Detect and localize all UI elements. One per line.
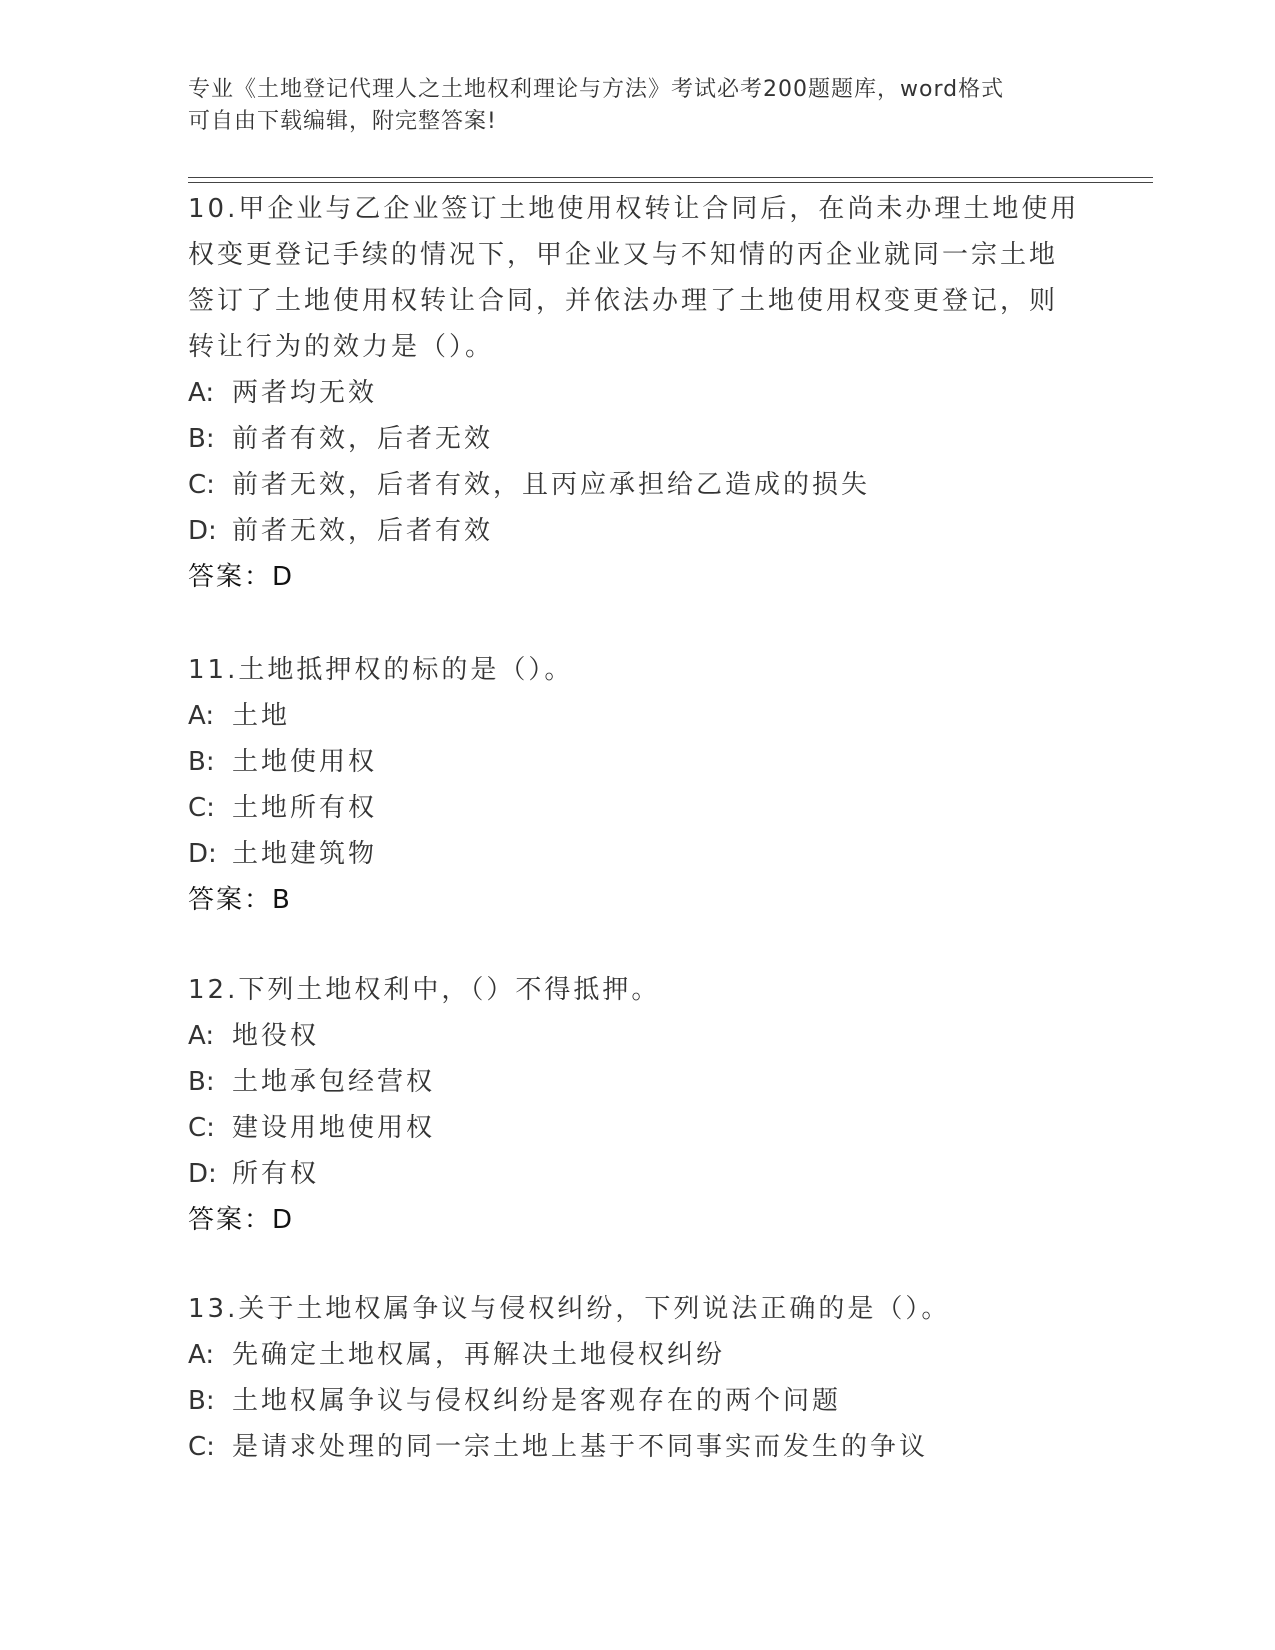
option-text: 前者有效，后者无效 [232,424,494,454]
question-stem-line: 13.关于土地权属争议与侵权纠纷，下列说法正确的是（）。 [188,1294,951,1324]
answer-line: 答案：B [188,885,292,915]
option-text: 两者均无效 [232,378,378,408]
option-text: 地役权 [232,1021,320,1051]
option-text: 土地使用权 [232,747,378,777]
option-d [188,1151,1088,1197]
question-13 [188,1286,1088,1470]
question-12 [188,967,1088,1243]
question-10 [188,186,1088,600]
option-b [188,1378,1088,1424]
option-text: 土地所有权 [232,793,378,823]
question-stem-line: 转让行为的效力是（）。 [188,332,495,362]
option-c [188,462,1088,508]
option-text: 是请求处理的同一宗土地上基于不同事实而发生的争议 [232,1432,929,1462]
option-a [188,693,1088,739]
answer-line: 答案：D [188,1205,295,1235]
option-key: A: [188,378,215,408]
option-text: 前者无效，后者有效，且丙应承担给乙造成的损失 [232,470,871,500]
option-c [188,1424,1088,1470]
option-a [188,1013,1088,1059]
option-d [188,508,1088,554]
option-a [188,370,1088,416]
option-key: A: [188,1340,215,1370]
option-text: 土地 [232,701,291,731]
option-c [188,785,1088,831]
option-text: 土地权属争议与侵权纠纷是客观存在的两个问题 [232,1386,842,1416]
option-key: A: [188,1021,215,1051]
option-text: 土地建筑物 [232,839,378,869]
header-title-line: 专业《土地登记代理人之土地权利理论与方法》考试必考200题题库，word格式 [188,77,1005,102]
option-key: B: [188,424,215,454]
option-key: B: [188,1386,215,1416]
option-d [188,831,1088,877]
option-b [188,739,1088,785]
question-stem-line: 权变更登记手续的情况下，甲企业又与不知情的丙企业就同一宗土地 [188,240,1059,270]
question-stem-line: 10.甲企业与乙企业签订土地使用权转让合同后，在尚未办理土地使用 [188,194,1080,224]
header-divider-top [188,177,1153,178]
option-b [188,416,1088,462]
option-key: B: [188,1067,215,1097]
option-text: 建设用地使用权 [232,1113,436,1143]
option-key: A: [188,701,215,731]
option-key: C: [188,793,215,823]
option-b [188,1059,1088,1105]
header-subtitle-line: 可自由下载编辑，附完整答案! [188,109,497,134]
option-text: 前者无效，后者有效 [232,516,494,546]
option-key: D: [188,516,217,546]
document-header [188,74,1078,138]
option-c [188,1105,1088,1151]
option-key: D: [188,1159,217,1189]
option-key: C: [188,1113,215,1143]
option-a [188,1332,1088,1378]
answer-line: 答案：D [188,562,295,592]
option-key: B: [188,747,215,777]
question-stem-line: 11.土地抵押权的标的是（）。 [188,655,574,685]
option-text: 土地承包经营权 [232,1067,436,1097]
question-stem-line: 12.下列土地权利中，（）不得抵押。 [188,975,661,1005]
header-divider-bottom [188,182,1153,183]
option-key: C: [188,470,215,500]
option-key: C: [188,1432,215,1462]
option-key: D: [188,839,217,869]
question-11 [188,647,1088,923]
option-text: 先确定土地权属，再解决土地侵权纠纷 [232,1340,726,1370]
question-stem-line: 签订了土地使用权转让合同，并依法办理了土地使用权变更登记，则 [188,286,1059,316]
option-text: 所有权 [232,1159,320,1189]
